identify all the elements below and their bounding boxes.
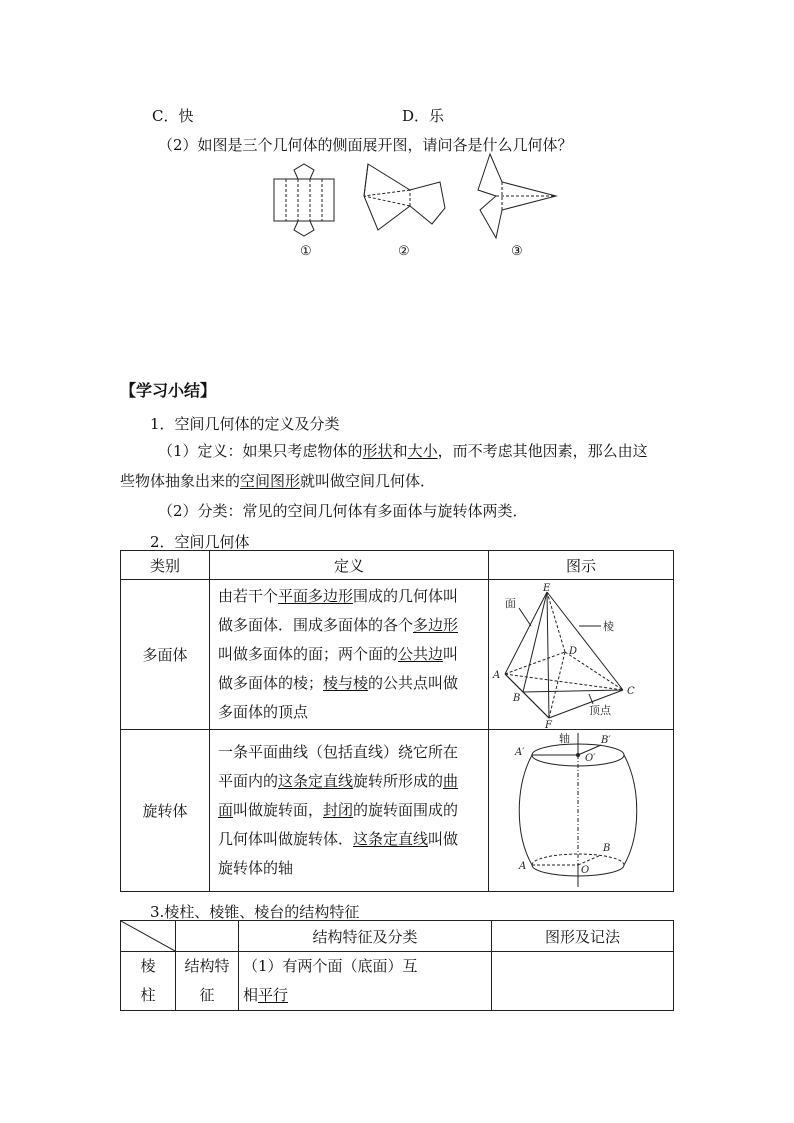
- diagonal-cell: [121, 921, 239, 952]
- revolution-figure-cell: [489, 730, 674, 892]
- item1-title: 1．空间几何体的定义及分类: [150, 415, 340, 433]
- axis-label: 轴: [559, 731, 570, 745]
- face-label: 面: [505, 596, 516, 610]
- ph-t7: 的公共点叫做: [368, 674, 459, 692]
- desc-2a: 相: [243, 986, 259, 1004]
- rv-t4: 叫做旋转面，: [233, 801, 324, 819]
- item3-title: 3.棱柱、棱锥、棱台的结构特征: [150, 903, 360, 921]
- header-category: 类别: [121, 551, 210, 580]
- polyhedron-definition: [210, 580, 489, 730]
- feat-2: 征: [199, 986, 215, 1004]
- vertex-label: 顶点: [589, 703, 611, 717]
- rv-t1: 一条平面曲线（包括直线）绕它所在: [218, 743, 459, 761]
- def-size: 大小: [407, 442, 438, 460]
- ph-t3: 做多面体．围成多面体的各个: [218, 616, 414, 634]
- def-text: （1）定义：如果只考虑物体的: [158, 442, 363, 460]
- desc-2b: 平行: [258, 986, 289, 1004]
- o-label: O: [581, 864, 590, 876]
- def2-rest: 就叫做空间几何体．: [300, 472, 436, 490]
- barrel-figure: [489, 731, 671, 891]
- item2-title: 2．空间几何体: [150, 533, 250, 551]
- ph-t2: 围成的几何体叫: [353, 587, 459, 605]
- prism-features-label: [176, 952, 239, 1011]
- summary-heading: 【学习小结】: [120, 381, 217, 400]
- header-figure: 图示: [489, 551, 674, 580]
- b-label: B: [603, 842, 611, 854]
- net-pyramid: [364, 164, 445, 230]
- solids-table: [120, 550, 674, 892]
- prism-description: [239, 952, 492, 1011]
- ph-u3: 公共边: [398, 645, 444, 663]
- definition-line2: [120, 466, 435, 496]
- rv-u1: 这条定直线: [278, 772, 354, 790]
- ph-t5: 叫: [443, 645, 459, 663]
- header-definition: 定义: [210, 551, 489, 580]
- rv-u5: 这条定直线: [353, 830, 429, 848]
- option-d: D．乐: [402, 107, 445, 125]
- prism-name: [121, 952, 176, 1011]
- table-row-polyhedron: [121, 580, 674, 730]
- rv-t3: 旋转所形成的: [353, 772, 444, 790]
- rv-t8: 旋转体的轴: [218, 859, 294, 877]
- revolution-definition: [210, 730, 489, 892]
- a-prime-label: A′: [515, 746, 525, 758]
- ph-u1: 平面多边形: [278, 587, 354, 605]
- rv-t2: 平面内的: [218, 772, 279, 790]
- prism-figure-cell: [492, 952, 674, 1011]
- def2-text: 些物体抽象出来的: [120, 472, 241, 490]
- question-2: （2）如图是三个几何体的侧面展开图，请问各是什么几何体？: [158, 136, 573, 154]
- rv-t6: 几何体叫做旋转体．: [218, 830, 354, 848]
- feat-1: 结构特: [184, 957, 230, 975]
- def-shape: 形状: [362, 442, 393, 460]
- vertex-d-label: D: [569, 645, 578, 657]
- net-prism: [274, 164, 334, 236]
- table2-header-row: [121, 921, 674, 952]
- prism-name-1: 棱: [140, 957, 156, 975]
- figure-label-1: ①: [300, 244, 312, 259]
- def2-spatial: 空间图形: [240, 472, 301, 490]
- header-figure-notation: 图形及记法: [492, 921, 674, 952]
- figure-label-2: ②: [398, 244, 410, 259]
- rv-t7: 叫做: [428, 830, 459, 848]
- table-header-row: [121, 551, 674, 580]
- rv-u4: 封闭: [323, 801, 354, 819]
- vertex-f-label: F: [545, 719, 552, 728]
- classification: （2）分类：常见的空间几何体有多面体与旋转体两类．: [158, 502, 528, 520]
- vertex-b-label: B: [513, 692, 521, 704]
- ph-u2: 多边形: [413, 616, 459, 634]
- vertex-c-label: C: [627, 685, 635, 697]
- ph-t8: 多面体的顶点: [218, 703, 309, 721]
- header-features: 结构特征及分类: [239, 921, 492, 952]
- ph-t6: 做多面体的棱；: [218, 674, 324, 692]
- a-label: A: [519, 860, 527, 872]
- o-prime-label: O′: [585, 752, 596, 764]
- prism-name-2: 柱: [140, 986, 156, 1004]
- table2-row-prism: [121, 952, 674, 1011]
- rv-u2: 曲: [443, 772, 459, 790]
- vertex-e-label: E: [543, 582, 551, 594]
- net-frustum: [478, 154, 556, 238]
- polyhedron-figure-cell: [489, 580, 674, 730]
- figure-label-3: ③: [511, 244, 523, 259]
- octahedron-figure: [489, 582, 671, 728]
- polyhedron-name: 多面体: [121, 580, 210, 730]
- table-row-revolution: [121, 730, 674, 892]
- option-c: C．快: [152, 107, 194, 125]
- diagonal-line: [121, 921, 175, 951]
- ph-u4: 棱与棱: [323, 674, 369, 692]
- ph-t1: 由若干个: [218, 587, 279, 605]
- def-and: 和: [392, 442, 408, 460]
- edge-label: 棱: [603, 619, 614, 633]
- definition-line1: [158, 436, 648, 466]
- desc-1: （1）有两个面（底面）互: [243, 957, 418, 975]
- def-rest: ，而不考虑其他因素，那么由这: [437, 442, 648, 460]
- ph-t4: 叫做多面体的面；两个面的: [218, 645, 399, 663]
- rv-u3: 面: [218, 801, 234, 819]
- prism-table: [120, 920, 674, 1011]
- vertex-a-label: A: [493, 669, 501, 681]
- b-prime-label: B′: [601, 734, 611, 746]
- revolution-name: 旋转体: [121, 730, 210, 892]
- rv-t5: 的旋转面围成的: [353, 801, 459, 819]
